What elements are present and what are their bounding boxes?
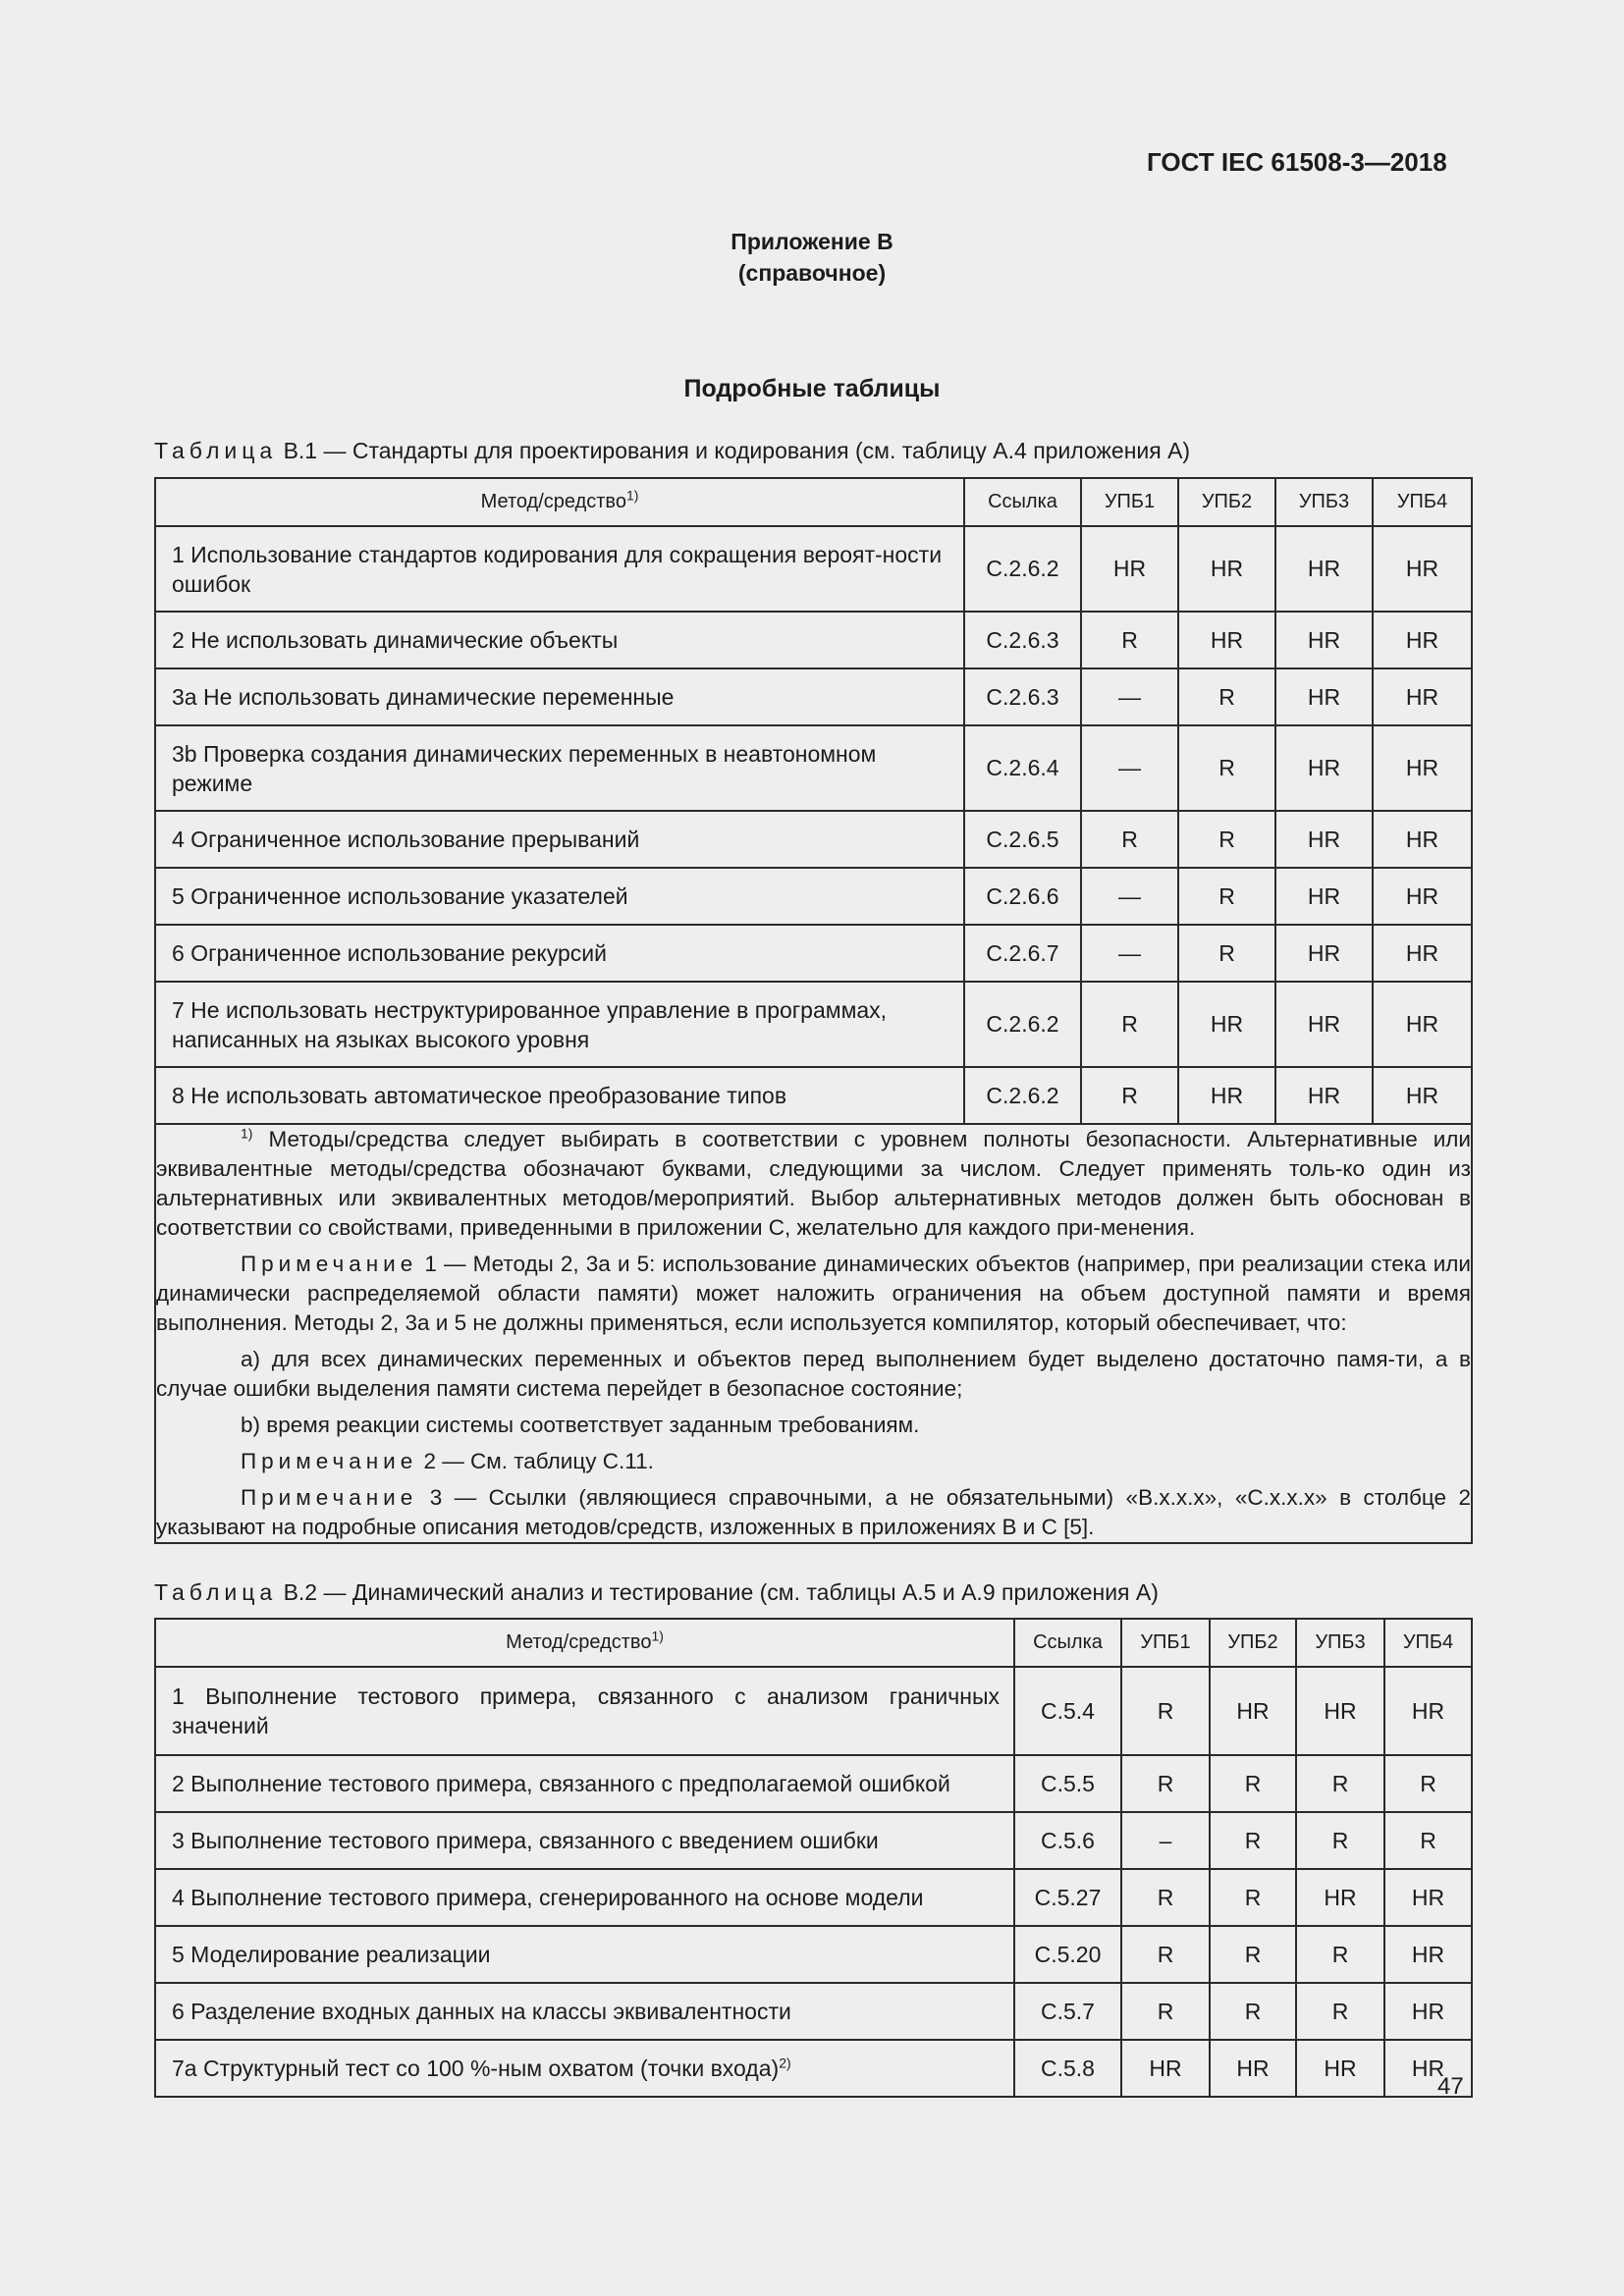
sil4-cell: HR [1384,2040,1472,2097]
table-row [155,668,1472,725]
table2-caption-label: Таблица [154,1579,278,1605]
table1-caption-text: B.1 — Стандарты для проектирования и кодирования (см. таблицу А.4 приложения А) [277,438,1191,463]
ref-cell: C.2.6.7 [964,925,1081,982]
table-row [155,2040,1472,2097]
sil3-cell: HR [1296,2040,1384,2097]
sil4-cell: R [1384,1755,1472,1812]
ref-cell: C.2.6.5 [964,811,1081,868]
table-row [155,612,1472,668]
method-cell: 6 Разделение входных данных на классы эквивалентности [155,1983,1014,2040]
sil3-cell: R [1296,1983,1384,2040]
sil2-cell: R [1178,668,1275,725]
sil3-cell: HR [1275,811,1373,868]
sil1-cell: R [1121,1755,1210,1812]
method-cell: 6 Ограниченное использование рекурсий [155,925,964,982]
note-1-item-a: a) для всех динамических переменных и объектов перед выполнением будет выделено достаточно памя-ти, а в случае ошибки выделения памяти система перейдет в безопасное состояние; [156,1347,1471,1401]
method-cell: 5 Ограниченное использование указателей [155,868,964,925]
sil1-cell: HR [1121,2040,1210,2097]
sil3-cell: HR [1275,612,1373,668]
sil3-cell: HR [1275,668,1373,725]
table-row [155,1983,1472,2040]
table1-header-row [155,478,1472,526]
sil2-cell: R [1178,725,1275,811]
sil3-cell: HR [1275,526,1373,612]
ref-cell: C.5.4 [1014,1667,1121,1755]
table2-caption-text: B.2 — Динамический анализ и тестирование (см. таблицы А.5 и А.9 приложения А) [277,1579,1159,1605]
sil1-cell: R [1081,1067,1178,1124]
sil3-cell: R [1296,1812,1384,1869]
sil2-cell: R [1178,811,1275,868]
method-cell: 1 Выполнение тестового примера, связанного с анализом граничных значений [155,1667,1014,1755]
table1-notes-row [155,1124,1472,1543]
header-sil4: УПБ4 [1384,1619,1472,1667]
note-3: Примечание 3 — Ссылки (являющиеся справочными, а не обязательными) «B.x.x.x», «C.x.x.x» в столбце 2 указывают на подробные описания методов/средств, изложенных в приложениях B и C [5]. [156,1485,1471,1539]
sil2-cell: R [1210,1983,1296,2040]
sil4-cell: HR [1384,1983,1472,2040]
table2-caption [154,1579,1159,1606]
table-row [155,868,1472,925]
sil1-cell: – [1121,1812,1210,1869]
table-row [155,725,1472,811]
table-row [155,925,1472,982]
sil4-cell: R [1384,1812,1472,1869]
table-row [155,1667,1472,1755]
sil3-cell: HR [1275,925,1373,982]
method-cell: 1 Использование стандартов кодирования для сокращения вероят-ности ошибок [155,526,964,612]
method-cell: 3 Выполнение тестового примера, связанного с введением ошибки [155,1812,1014,1869]
footnote-marker: 2) [779,2055,791,2071]
sil1-cell: — [1081,868,1178,925]
sil2-cell: HR [1178,982,1275,1067]
method-cell: 5 Моделирование реализации [155,1926,1014,1983]
table-row [155,1067,1472,1124]
method-cell: 8 Не использовать автоматическое преобразование типов [155,1067,964,1124]
header-sil3: УПБ3 [1296,1619,1384,1667]
sil2-cell: R [1210,1812,1296,1869]
header-ref: Ссылка [1014,1619,1121,1667]
ref-cell: C.2.6.2 [964,1067,1081,1124]
header-sil2: УПБ2 [1178,478,1275,526]
table1-caption [154,438,1190,464]
method-cell: 4 Выполнение тестового примера, сгенерированного на основе модели [155,1869,1014,1926]
sil1-cell: R [1121,1667,1210,1755]
sil4-cell: HR [1373,811,1472,868]
ref-cell: C.2.6.6 [964,868,1081,925]
sil4-cell: HR [1373,1067,1472,1124]
footnote-marker: 1) [625,487,639,504]
ref-cell: C.5.5 [1014,1755,1121,1812]
table-row [155,1869,1472,1926]
sil4-cell: HR [1373,526,1472,612]
method-cell: 2 Выполнение тестового примера, связанного с предполагаемой ошибкой [155,1755,1014,1812]
sil2-cell: HR [1178,526,1275,612]
footnote-marker: 1) [651,1628,664,1644]
sil2-cell: R [1210,1755,1296,1812]
header-sil3: УПБ3 [1275,478,1373,526]
method-cell: 7 Не использовать неструктурированное управление в программах, написанных на языках высокого уровня [155,982,964,1067]
method-cell: 3b Проверка создания динамических переменных в неавтономном режиме [155,725,964,811]
sil3-cell: R [1296,1926,1384,1983]
header-sil1: УПБ1 [1121,1619,1210,1667]
table-row [155,982,1472,1067]
ref-cell: C.2.6.4 [964,725,1081,811]
appendix-heading [0,226,1624,289]
sil2-cell: HR [1210,1667,1296,1755]
sil1-cell: — [1081,725,1178,811]
sil3-cell: HR [1296,1869,1384,1926]
header-method: Метод/средство$^{1)}$ [155,478,964,526]
table2-header-row [155,1619,1472,1667]
sil4-cell: HR [1373,868,1472,925]
sil3-cell: HR [1275,982,1373,1067]
document-code: ГОСТ IEC 61508-3—2018 [1147,147,1447,177]
method-cell: 7a Структурный тест со 100 %-ным охватом (точки входа)$^{2)}$ [155,2040,1014,2097]
table1-notes [155,1124,1472,1543]
ref-cell: C.5.8 [1014,2040,1121,2097]
note-2: Примечание 2 — См. таблицу C.11. [241,1449,654,1473]
sil1-cell: R [1081,612,1178,668]
appendix-title: Приложение B [731,229,893,254]
note-label: Примечание [241,1449,418,1473]
section-title: Подробные таблицы [683,375,941,402]
sil2-cell: R [1210,1869,1296,1926]
sil4-cell: HR [1373,982,1472,1067]
sil3-cell: HR [1275,868,1373,925]
sil3-cell: HR [1275,725,1373,811]
header-method: Метод/средство$^{1)}$ [155,1619,1014,1667]
sil4-cell: HR [1373,725,1472,811]
sil2-cell: HR [1178,1067,1275,1124]
sil2-cell: R [1210,1926,1296,1983]
ref-cell: C.5.6 [1014,1812,1121,1869]
sil3-cell: R [1296,1755,1384,1812]
sil1-cell: R [1121,1983,1210,2040]
ref-cell: C.2.6.2 [964,982,1081,1067]
header-sil1: УПБ1 [1081,478,1178,526]
sil4-cell: HR [1373,612,1472,668]
appendix-subtitle: (справочное) [737,260,887,286]
sil3-cell: HR [1275,1067,1373,1124]
sil2-cell: R [1178,925,1275,982]
header-sil2: УПБ2 [1210,1619,1296,1667]
table1 [154,477,1473,1544]
footnote-marker: 1) [241,1125,253,1142]
sil3-cell: HR [1296,1667,1384,1755]
table2 [154,1618,1473,2098]
sil4-cell: HR [1384,1869,1472,1926]
note-label: Примечание [241,1485,418,1510]
sil1-cell: R [1081,982,1178,1067]
sil1-cell: HR [1081,526,1178,612]
ref-cell: C.5.27 [1014,1869,1121,1926]
sil4-cell: HR [1373,668,1472,725]
ref-cell: C.5.20 [1014,1926,1121,1983]
ref-cell: C.2.6.2 [964,526,1081,612]
table-row [155,1926,1472,1983]
sil1-cell: R [1081,811,1178,868]
method-cell: 2 Не использовать динамические объекты [155,612,964,668]
ref-cell: C.5.7 [1014,1983,1121,2040]
sil4-cell: HR [1384,1926,1472,1983]
table1-caption-label: Таблица [154,438,278,463]
sil4-cell: HR [1384,1667,1472,1755]
table-row [155,526,1472,612]
note-1: Примечание 1 — Методы 2, 3a и 5: использование динамических объектов (например, при реализации стека или динамически распределяемой области памяти) может наложить ограничения на объем доступной памяти и время выполнения. Методы 2, 3a и 5 не должны применяться, если используется компилятор, который обеспечивает, что: [156,1252,1471,1335]
table-row [155,1755,1472,1812]
sil1-cell: — [1081,925,1178,982]
method-cell: 4 Ограниченное использование прерываний [155,811,964,868]
method-cell: 3a Не использовать динамические переменные [155,668,964,725]
sil1-cell: R [1121,1869,1210,1926]
ref-cell: C.2.6.3 [964,668,1081,725]
table-row [155,811,1472,868]
header-ref: Ссылка [964,478,1081,526]
sil2-cell: HR [1178,612,1275,668]
table-row [155,1812,1472,1869]
sil2-cell: HR [1210,2040,1296,2097]
page-number: 47 [1437,2073,1464,2100]
header-sil4: УПБ4 [1373,478,1472,526]
sil2-cell: R [1178,868,1275,925]
note-1-item-b: b) время реакции системы соответствует заданным требованиям. [241,1413,920,1437]
sil1-cell: R [1121,1926,1210,1983]
note-label: Примечание [241,1252,418,1276]
sil4-cell: HR [1373,925,1472,982]
ref-cell: C.2.6.3 [964,612,1081,668]
sil1-cell: — [1081,668,1178,725]
footnote-1: $^{1)}$ Методы/средства следует выбирать в соответствии с уровнем полноты безопасности. Альтернативные или эквивалентные методы/средства обозначают буквами, следующими за числом. Следует применять толь-ко один из альтернативных или эквивалентных методов/мероприятий. Выбор альтернативных методов должен быть обоснован в соответствии со свойствами, приведенными в приложении C, желательно для каждого при-менения. [156,1125,1471,1240]
